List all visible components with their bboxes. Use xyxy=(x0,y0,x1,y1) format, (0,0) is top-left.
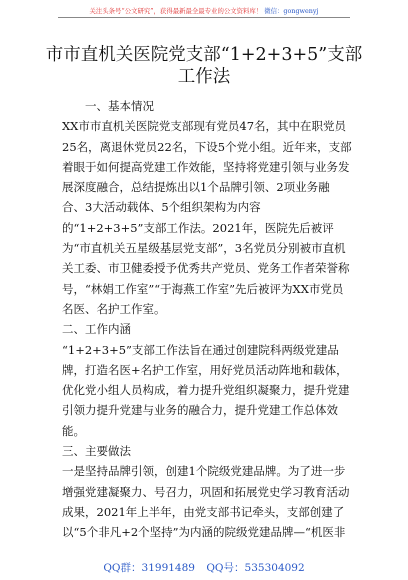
document-title xyxy=(0,44,408,88)
section-3-paragraph: 一是坚持品牌引领，创建1个院级党建品牌。为了进一步增强党建凝聚力、号召力，巩固和拓展党史学习教育活动成果，2021年上半年，由党支部书记牵头，支部创建了以“5个非凡+2个坚持”为内涵的院级党建品牌—“机医非 xyxy=(62,464,350,540)
banner-text: 关注头条号“公文研究”，获得最新最全最专业的公文资料库！ xyxy=(89,7,263,15)
section-heading-3: 三、主要做法 xyxy=(62,444,131,459)
header-banner xyxy=(0,6,408,15)
section-heading-1: 一、基本情况 xyxy=(85,99,154,113)
section-1-paragraph: XX市市直机关医院党支部现有党员47名，其中在职党员25名，离退休党员22名，下设5个党小组。近年来，支部着眼于如何提高党建工作效能，坚持将党建引领与业务发展深度融合，总结提炼出以1个品牌引领、2项业务融合、3大活动载体、5个组织架构为内容的“1+2+3+5”支部工作法。2021年，医院先后被评为“市直机关五星级基层党支部”，3名党员分别被市直机关工委、市卫健委授予优秀共产党员、党务工作者荣誉称号，“林娟工作室”“于海燕工作室”先后被评为XX市党员名医、名护工作室。 xyxy=(62,119,352,316)
section-heading-2: 二、工作内涵 xyxy=(62,322,131,337)
footer-contact xyxy=(0,560,408,575)
banner-wechat: 微信：gongwenyj xyxy=(264,7,319,15)
document-body xyxy=(62,96,352,543)
footer-qq-group: QQ群：31991489 xyxy=(103,562,195,574)
footer-qq-number: QQ号：535304092 xyxy=(206,562,305,574)
title-line-2: 工作法 xyxy=(177,67,231,87)
title-line-1: 市市直机关医院党支部“1+2+3+5”支部 xyxy=(45,45,363,65)
header-divider xyxy=(58,17,350,18)
section-2-paragraph: “1+2+3+5”支部工作法旨在通过创建院科两级党建品牌，打造名医+名护工作室，用好党员活动阵地和载体，优化党小组人员构成，着力提升党组织凝聚力，提升党建引领力提升党建与业务的融合力，提升党建工作总体效能。 xyxy=(62,342,350,438)
